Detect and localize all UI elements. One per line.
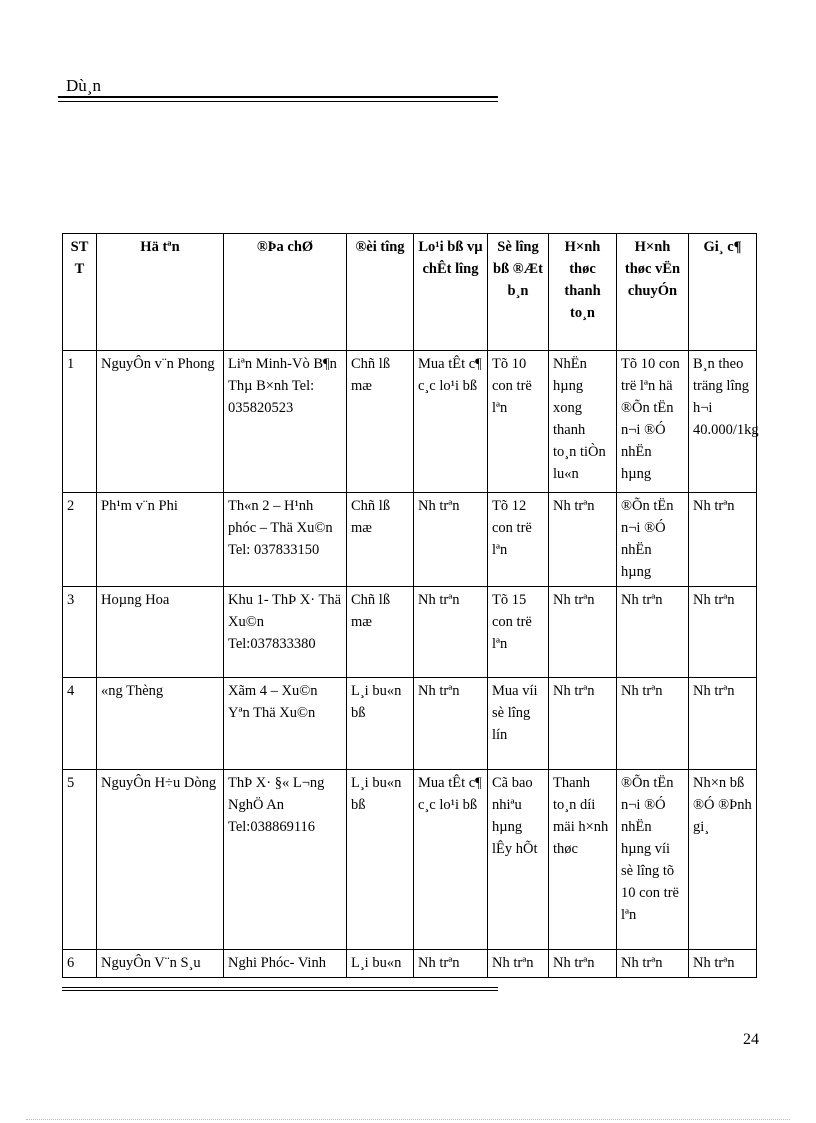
table-row [63, 493, 757, 587]
cell-quantity: Nh trªn [488, 950, 549, 978]
cell-role: Chñ lß mæ [347, 587, 414, 678]
cell-type-quality: Mua tÊt c¶ c¸c lo¹i bß [414, 770, 488, 950]
document-heading: Dù¸n [66, 76, 101, 95]
cell-payment: Thanh to¸n díi mäi h×nh thøc [549, 770, 617, 950]
cell-transport: Tõ 10 con trë lªn hä ®Õn tËn n¬i ®Ó nhËn hµng [617, 351, 689, 493]
cell-name: NguyÔn V¨n S¸u [97, 950, 224, 978]
cell-address: Xãm 4 – Xu©n Yªn Thä Xu©n [224, 678, 347, 770]
cell-name: «ng Thèng [97, 678, 224, 770]
cell-address: Nghi Phóc- Vinh [224, 950, 347, 978]
cell-address: Khu 1- ThÞ X· Thä Xu©n Tel:037833380 [224, 587, 347, 678]
customer-table [62, 233, 757, 978]
cell-payment: Nh trªn [549, 678, 617, 770]
cell-role: Chñ lß mæ [347, 493, 414, 587]
cell-quantity: Tõ 15 con trë lªn [488, 587, 549, 678]
cell-quantity: Tõ 12 con trë lªn [488, 493, 549, 587]
header-transport: H×nh thøc vËn chuyÓn [617, 234, 689, 351]
cell-stt: 1 [63, 351, 97, 493]
table-row [63, 950, 757, 978]
cell-stt: 2 [63, 493, 97, 587]
heading-underline [58, 96, 498, 98]
cell-payment: Nh trªn [549, 587, 617, 678]
cell-transport: Nh trªn [617, 678, 689, 770]
table-header-row [63, 234, 757, 351]
cell-quantity: Tõ 10 con trë lªn [488, 351, 549, 493]
cell-payment: NhËn hµng xong thanh to¸n tiÒn lu«n [549, 351, 617, 493]
cell-price: Nh trªn [689, 493, 757, 587]
table-row [63, 587, 757, 678]
cell-address: Th«n 2 – H¹nh phóc – Thä Xu©n Tel: 037833150 [224, 493, 347, 587]
cell-name: Ph¹m v¨n Phi [97, 493, 224, 587]
cell-role: L¸i bu«n bß [347, 678, 414, 770]
cell-type-quality: Nh trªn [414, 493, 488, 587]
cell-price: Nh trªn [689, 587, 757, 678]
cell-price: B¸n theo träng lîng h¬i 40.000/1kg [689, 351, 757, 493]
cell-stt: 5 [63, 770, 97, 950]
footer-rule-lines [62, 987, 498, 995]
cell-role: L¸i bu«n bß [347, 770, 414, 950]
page-bottom-border [26, 1119, 790, 1120]
cell-transport: Nh trªn [617, 950, 689, 978]
header-type-quality: Lo¹i bß vµ chÊt lîng [414, 234, 488, 351]
page-number: 24 [743, 1031, 759, 1048]
cell-quantity: Cã bao nhiªu hµng lÊy hÕt [488, 770, 549, 950]
cell-price: Nh×n bß ®Ó ®Þnh gi¸ [689, 770, 757, 950]
cell-transport: Nh trªn [617, 587, 689, 678]
cell-stt: 4 [63, 678, 97, 770]
table-row [63, 351, 757, 493]
table-row [63, 678, 757, 770]
table-row [63, 770, 757, 950]
cell-type-quality: Nh trªn [414, 678, 488, 770]
heading-underline-thin [58, 101, 498, 102]
cell-role: Chñ lß mæ [347, 351, 414, 493]
cell-transport: ®Õn tËn n¬i ®Ó nhËn hµng víi sè lîng tõ 10 con trë lªn [617, 770, 689, 950]
cell-address: ThÞ X· §« L¬ng NghÖ An Tel:038869116 [224, 770, 347, 950]
cell-role: L¸i bu«n [347, 950, 414, 978]
header-address: ®Þa chØ [224, 234, 347, 351]
cell-payment: Nh trªn [549, 950, 617, 978]
cell-stt: 6 [63, 950, 97, 978]
cell-quantity: Mua víi sè lîng lín [488, 678, 549, 770]
cell-name: Hoµng Hoa [97, 587, 224, 678]
header-payment: H×nh thøc thanh to¸n [549, 234, 617, 351]
cell-name: NguyÔn v¨n Phong [97, 351, 224, 493]
header-role: ®èi tîng [347, 234, 414, 351]
cell-stt: 3 [63, 587, 97, 678]
header-price: Gi¸ c¶ [689, 234, 757, 351]
cell-type-quality: Mua tÊt c¶ c¸c lo¹i bß [414, 351, 488, 493]
cell-payment: Nh trªn [549, 493, 617, 587]
header-quantity: Sè lîng bß ®Æt b¸n [488, 234, 549, 351]
cell-transport: ®Õn tËn n¬i ®Ó nhËn hµng [617, 493, 689, 587]
cell-type-quality: Nh trªn [414, 950, 488, 978]
cell-name: NguyÔn H÷u Dòng [97, 770, 224, 950]
cell-type-quality: Nh trªn [414, 587, 488, 678]
cell-price: Nh trªn [689, 950, 757, 978]
cell-price: Nh trªn [689, 678, 757, 770]
header-name: Hä tªn [97, 234, 224, 351]
cell-address: Liªn Minh-Vò B¶n Thµ B×nh Tel: 035820523 [224, 351, 347, 493]
header-stt: ST T [63, 234, 97, 351]
